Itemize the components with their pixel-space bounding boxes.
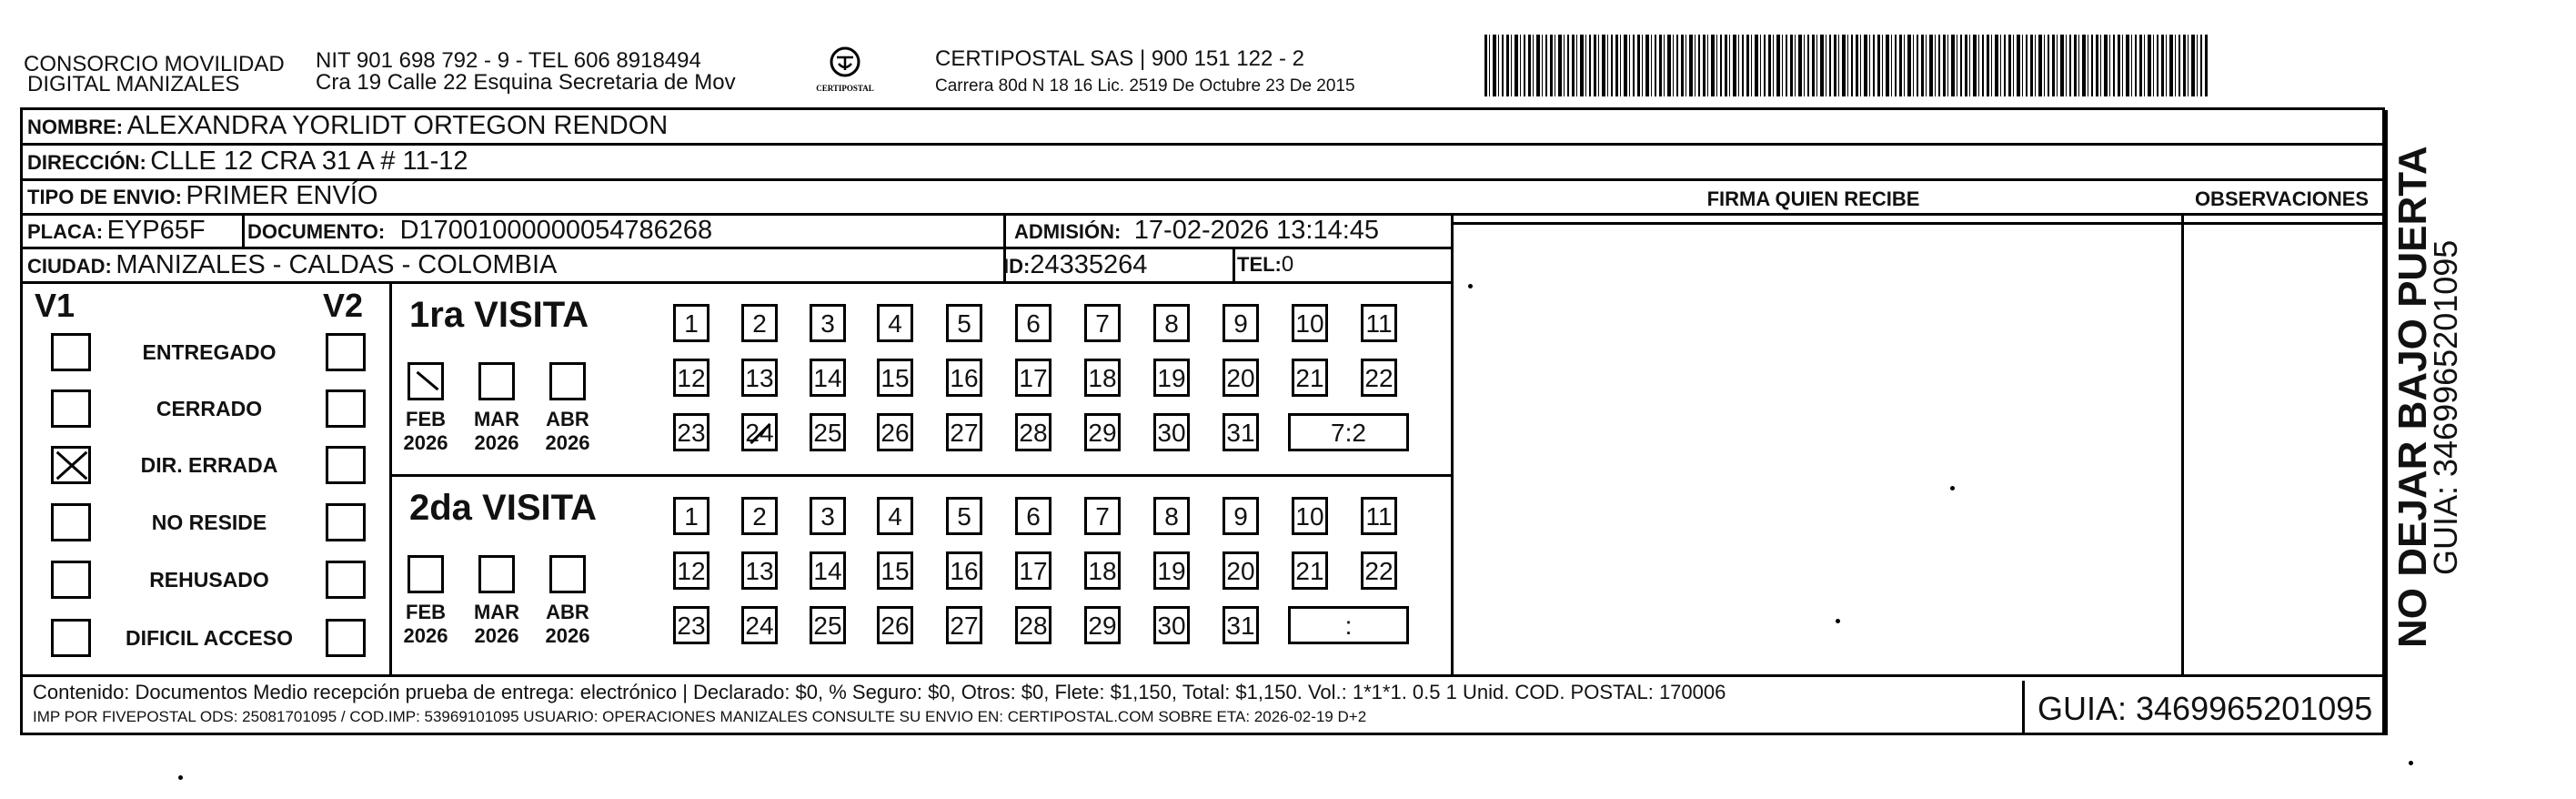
month-name: ABR (546, 408, 589, 430)
day-box[interactable]: 23 (673, 606, 709, 644)
ciudad-value: MANIZALES - CALDAS - COLOMBIA (116, 250, 558, 279)
v2-checkbox[interactable] (326, 333, 366, 371)
day-box[interactable]: 13 (741, 359, 778, 397)
day-box[interactable]: 6 (1015, 304, 1052, 342)
visit-time-box[interactable]: : (1288, 606, 1409, 644)
month-name: FEB (406, 408, 446, 430)
day-box[interactable]: 8 (1153, 304, 1190, 342)
placa-field (27, 216, 206, 246)
day-box[interactable]: 5 (946, 497, 982, 535)
month-checkbox[interactable] (549, 362, 586, 400)
id-value: 24335264 (1030, 250, 1148, 279)
v1-checkbox[interactable] (51, 619, 91, 657)
day-box[interactable]: 30 (1153, 606, 1190, 644)
day-box[interactable]: 9 (1223, 497, 1259, 535)
day-box[interactable]: 11 (1361, 497, 1397, 535)
scan-speck (1950, 486, 1955, 491)
month-year: 2026 (474, 624, 519, 647)
v2-header: V2 (323, 287, 364, 324)
day-box[interactable]: 5 (946, 304, 982, 342)
day-box[interactable]: 25 (810, 413, 846, 451)
day-box[interactable]: 21 (1292, 359, 1328, 397)
month-name: FEB (406, 601, 446, 623)
v2-checkbox[interactable] (326, 446, 366, 484)
month-label (469, 601, 524, 648)
v1-checkbox[interactable] (51, 333, 91, 371)
visit-title: 1ra VISITA (409, 295, 589, 335)
day-box[interactable]: 31 (1223, 606, 1259, 644)
day-box[interactable]: 18 (1084, 551, 1121, 590)
nombre-value: ALEXANDRA YORLIDT ORTEGON RENDON (126, 111, 669, 140)
ciudad-label: CIUDAD: (27, 255, 112, 278)
day-box[interactable]: 28 (1015, 413, 1052, 451)
v1-checkbox[interactable] (51, 389, 91, 428)
month-year: 2026 (474, 431, 519, 454)
month-name: MAR (473, 601, 520, 623)
admision-field (1014, 216, 1379, 246)
day-box[interactable]: 24 (741, 413, 778, 451)
month-checkbox[interactable] (478, 555, 515, 593)
day-box[interactable]: 2 (741, 304, 778, 342)
day-box[interactable]: 3 (810, 304, 846, 342)
day-box[interactable]: 17 (1015, 551, 1052, 590)
direccion-row (27, 147, 468, 177)
day-box[interactable]: 21 (1292, 551, 1328, 590)
v2-checkbox[interactable] (326, 503, 366, 541)
status-label: NO RESIDE (151, 511, 267, 534)
v1-checkbox[interactable] (51, 446, 91, 484)
svg-text:CERTIPOSTAL: CERTIPOSTAL (816, 84, 874, 93)
day-box[interactable]: 20 (1223, 359, 1259, 397)
v2-checkbox[interactable] (326, 389, 366, 428)
day-box[interactable]: 22 (1361, 359, 1397, 397)
day-box[interactable]: 15 (877, 551, 913, 590)
direccion-value: CLLE 12 CRA 31 A # 11-12 (150, 147, 468, 176)
day-box[interactable]: 15 (877, 359, 913, 397)
day-box[interactable]: 29 (1084, 413, 1121, 451)
status-label: ENTREGADO (142, 340, 277, 364)
documento-value: D17001000000054786268 (399, 216, 713, 245)
day-box[interactable]: 24 (741, 606, 778, 644)
visit-title: 2da VISITA (409, 488, 597, 528)
status-label: DIR. ERRADA (140, 453, 278, 477)
barcode-image (1484, 35, 2208, 96)
placa-value: EYP65F (106, 216, 206, 245)
scan-speck (1468, 284, 1473, 288)
day-box[interactable]: 14 (810, 359, 846, 397)
month-checkbox[interactable] (478, 362, 515, 400)
footer-guia: GUIA: 3469965201095 (2038, 690, 2373, 727)
month-label (398, 601, 453, 648)
month-name: MAR (473, 408, 520, 430)
company-name-line1: CONSORCIO MOVILIDAD (24, 52, 285, 76)
day-box[interactable]: 26 (877, 606, 913, 644)
v1-checkbox[interactable] (51, 503, 91, 541)
day-box[interactable]: 10 (1292, 304, 1328, 342)
v2-checkbox[interactable] (326, 619, 366, 657)
month-label (540, 408, 595, 455)
admision-label: ADMISIÓN: (1014, 220, 1122, 243)
nombre-row (27, 111, 668, 141)
id-label: ID: (1003, 255, 1031, 278)
month-year: 2026 (403, 431, 448, 454)
month-label (469, 408, 524, 455)
day-box[interactable]: 1 (673, 497, 709, 535)
day-box[interactable]: 20 (1223, 551, 1259, 590)
status-label: CERRADO (156, 397, 263, 420)
id-field (1003, 250, 1147, 280)
day-box[interactable]: 17 (1015, 359, 1052, 397)
day-box[interactable]: 11 (1361, 304, 1397, 342)
day-box[interactable]: 3 (810, 497, 846, 535)
day-box[interactable]: 12 (673, 359, 709, 397)
footer-contenido: Contenido: Documentos Medio recepción prueba de entrega: electrónico | Declarado: $0, % Seguro: $0, Otros: $0, Flete: $1,150, Total: $1,150. Vol.: 1*1*1. 0.5 1 Unid. COD. POSTAL: 170006 (33, 681, 1726, 703)
day-box[interactable]: 22 (1361, 551, 1397, 590)
tel-value: 0 (1281, 252, 1294, 277)
scan-speck (1836, 619, 1840, 623)
day-box[interactable]: 8 (1153, 497, 1190, 535)
day-box[interactable]: 27 (946, 606, 982, 644)
tipo-envio-label: TIPO DE ENVIO: (27, 186, 182, 208)
documento-field (247, 216, 712, 246)
day-box[interactable]: 23 (673, 413, 709, 451)
status-label: REHUSADO (149, 568, 269, 592)
day-box[interactable]: 4 (877, 304, 913, 342)
day-box[interactable]: 16 (946, 551, 982, 590)
company-nit: NIT 901 698 792 - 9 - TEL 606 8918494 (316, 48, 701, 73)
month-label (398, 408, 453, 455)
documento-label: DOCUMENTO: (247, 220, 386, 243)
visit-time-box[interactable]: 7:2 (1288, 413, 1409, 451)
day-box[interactable]: 4 (877, 497, 913, 535)
day-box[interactable]: 7 (1084, 304, 1121, 342)
day-box[interactable]: 19 (1153, 551, 1190, 590)
day-box[interactable]: 13 (741, 551, 778, 590)
tipo-envio-row (27, 181, 377, 211)
day-box[interactable]: 7 (1084, 497, 1121, 535)
no-dejar-warning: NO DEJAR BAJO PUERTA (2390, 146, 2435, 648)
month-year: 2026 (545, 624, 590, 647)
observaciones-header: OBSERVACIONES (2194, 187, 2370, 210)
day-box[interactable]: 10 (1292, 497, 1328, 535)
month-checkbox[interactable] (408, 555, 444, 593)
tel-field (1237, 252, 1293, 278)
month-year: 2026 (403, 624, 448, 647)
day-box[interactable]: 9 (1223, 304, 1259, 342)
tipo-envio-value: PRIMER ENVÍO (186, 181, 378, 210)
firma-header: FIRMA QUIEN RECIBE (1706, 187, 1920, 210)
month-year: 2026 (545, 431, 590, 454)
tel-label: TEL: (1237, 253, 1282, 276)
day-box[interactable]: 18 (1084, 359, 1121, 397)
day-box[interactable]: 6 (1015, 497, 1052, 535)
ciudad-field (27, 250, 557, 280)
v1-checkbox[interactable] (51, 561, 91, 599)
side-guia-number: GUIA: 3469965201095 (2427, 239, 2464, 575)
day-box[interactable]: 19 (1153, 359, 1190, 397)
admision-value: 17-02-2026 13:14:45 (1133, 216, 1380, 245)
month-name: ABR (546, 601, 589, 623)
day-box[interactable]: 16 (946, 359, 982, 397)
certipostal-logo (815, 44, 875, 100)
month-label (540, 601, 595, 648)
v2-checkbox[interactable] (326, 561, 366, 599)
month-checkbox[interactable] (408, 362, 444, 400)
day-box[interactable]: 27 (946, 413, 982, 451)
placa-label: PLACA: (27, 220, 104, 243)
day-box[interactable]: 25 (810, 606, 846, 644)
courier-license: Carrera 80d N 18 16 Lic. 2519 De Octubre 23 De 2015 (935, 76, 1355, 96)
company-address: Cra 19 Calle 22 Esquina Secretaria de Mov (316, 70, 736, 95)
company-name-line2: DIGITAL MANIZALES (27, 72, 240, 96)
status-label: DIFICIL ACCESO (125, 626, 293, 650)
v1-header: V1 (35, 287, 75, 324)
day-box[interactable]: 2 (741, 497, 778, 535)
day-box[interactable]: 12 (673, 551, 709, 590)
day-box[interactable]: 29 (1084, 606, 1121, 644)
direccion-label: DIRECCIÓN: (27, 151, 146, 174)
day-box[interactable]: 30 (1153, 413, 1190, 451)
section-head-line (1451, 222, 2385, 225)
day-box[interactable]: 31 (1223, 413, 1259, 451)
day-box[interactable]: 26 (877, 413, 913, 451)
day-box[interactable]: 1 (673, 304, 709, 342)
nombre-label: NOMBRE: (27, 116, 124, 138)
scan-speck (2409, 761, 2413, 765)
month-checkbox[interactable] (549, 555, 586, 593)
courier-info: CERTIPOSTAL SAS | 900 151 122 - 2 (935, 46, 1304, 71)
footer-imp: IMP POR FIVEPOSTAL ODS: 25081701095 / COD.IMP: 53969101095 USUARIO: OPERACIONES MANIZALES CONSULTE SU ENVIO EN: CERTIPOSTAL.COM SOBRE ETA: 2026-02-19 D+2 (33, 708, 1367, 725)
scan-speck (178, 775, 183, 780)
day-box[interactable]: 28 (1015, 606, 1052, 644)
day-box[interactable]: 14 (810, 551, 846, 590)
